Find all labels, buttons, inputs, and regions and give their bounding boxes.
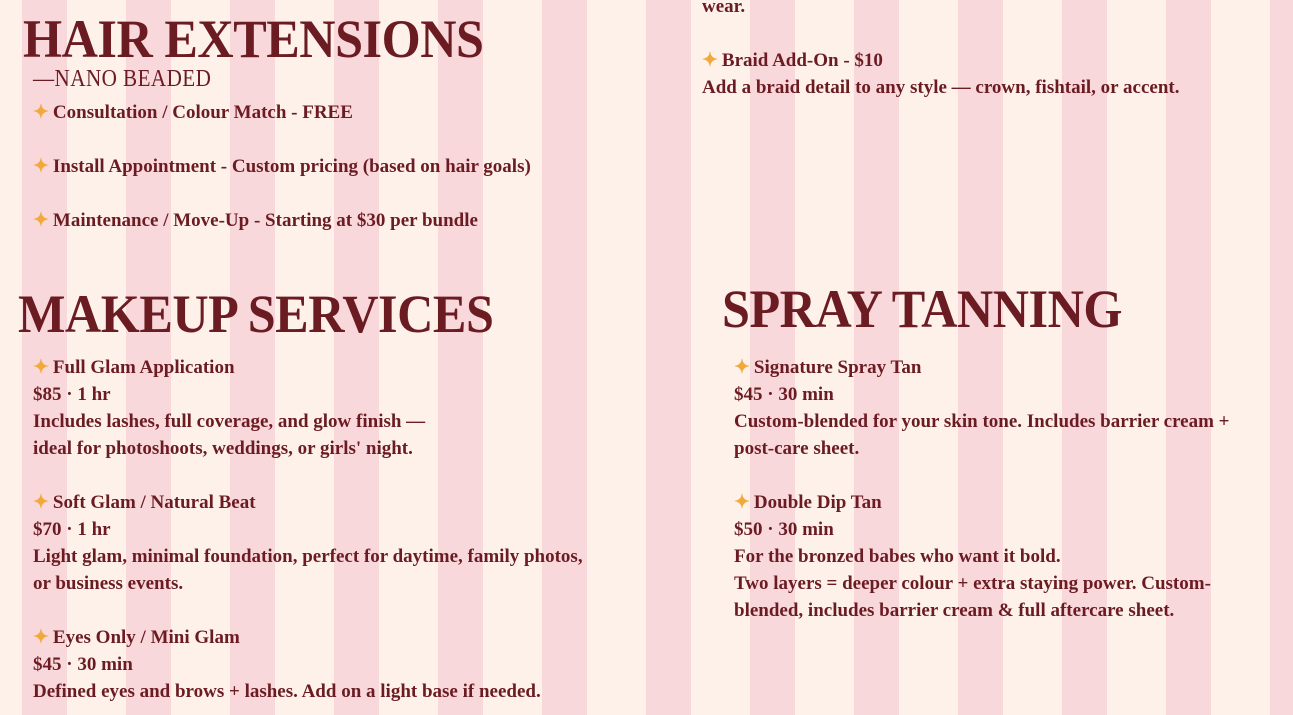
section-title: SPRAY TANNING — [722, 279, 1122, 339]
sparkles-icon: ✦ — [734, 492, 750, 513]
service-desc: blended, includes barrier cream & full aftercare sheet. — [734, 600, 1175, 621]
spray-tanning-section — [722, 279, 1230, 624]
service-name — [33, 489, 583, 516]
service-desc: Light glam, minimal foundation, perfect for daytime, family photos, — [33, 546, 583, 567]
service-price: $70 · 1 hr — [33, 519, 111, 540]
section-subtitle: —NANO BEADED — [33, 66, 212, 92]
sparkles-icon: ✦ — [33, 102, 49, 123]
item-label: Maintenance / Move-Up - Starting at $30 per bundle — [52, 210, 478, 231]
item-label: Eyes Only / Mini Glam — [52, 627, 240, 648]
item-label: Install Appointment - Custom pricing (based on hair goals) — [52, 156, 531, 177]
service-desc: Custom-blended for your skin tone. Includes barrier cream + — [734, 411, 1230, 432]
sparkles-icon: ✦ — [33, 357, 49, 378]
service-desc: Defined eyes and brows + lashes. Add on a light base if needed. — [33, 681, 541, 702]
previous-text-tail: wear. — [702, 0, 746, 17]
braid-section — [702, 0, 1179, 101]
sparkles-icon: ✦ — [734, 357, 750, 378]
service-name — [734, 354, 1230, 381]
item-label: Braid Add-On - $10 — [721, 50, 883, 71]
list-item — [33, 99, 531, 126]
list-item — [33, 207, 531, 234]
list-item — [702, 47, 1179, 74]
hair-extensions-section — [23, 9, 531, 234]
list-item — [33, 153, 531, 180]
sparkles-icon: ✦ — [33, 210, 49, 231]
item-desc: Add a braid detail to any style — crown, fishtail, or accent. — [702, 77, 1180, 98]
sparkles-icon: ✦ — [33, 156, 49, 177]
service-name — [33, 354, 583, 381]
item-label: Full Glam Application — [52, 357, 235, 378]
sparkles-icon: ✦ — [33, 627, 49, 648]
service-price: $45 · 30 min — [33, 654, 133, 675]
item-label: Consultation / Colour Match - FREE — [52, 102, 353, 123]
service-desc: For the bronzed babes who want it bold. — [734, 546, 1061, 567]
sparkles-icon: ✦ — [702, 50, 718, 71]
service-desc: post-care sheet. — [734, 438, 860, 459]
service-desc: or business events. — [33, 573, 184, 594]
service-desc: Two layers = deeper colour + extra staying power. Custom- — [734, 573, 1211, 594]
service-name — [734, 489, 1230, 516]
section-title: HAIR EXTENSIONS — [23, 9, 484, 69]
item-label: Soft Glam / Natural Beat — [52, 492, 256, 513]
makeup-section — [18, 284, 583, 705]
section-title: MAKEUP SERVICES — [18, 284, 494, 344]
service-price: $50 · 30 min — [734, 519, 834, 540]
item-label: Signature Spray Tan — [753, 357, 922, 378]
service-name — [33, 624, 583, 651]
service-desc: Includes lashes, full coverage, and glow finish — — [33, 411, 426, 432]
sparkles-icon: ✦ — [33, 492, 49, 513]
item-label: Double Dip Tan — [753, 492, 882, 513]
service-price: $85 · 1 hr — [33, 384, 111, 405]
service-desc: ideal for photoshoots, weddings, or girls' night. — [33, 438, 413, 459]
service-price: $45 · 30 min — [734, 384, 834, 405]
